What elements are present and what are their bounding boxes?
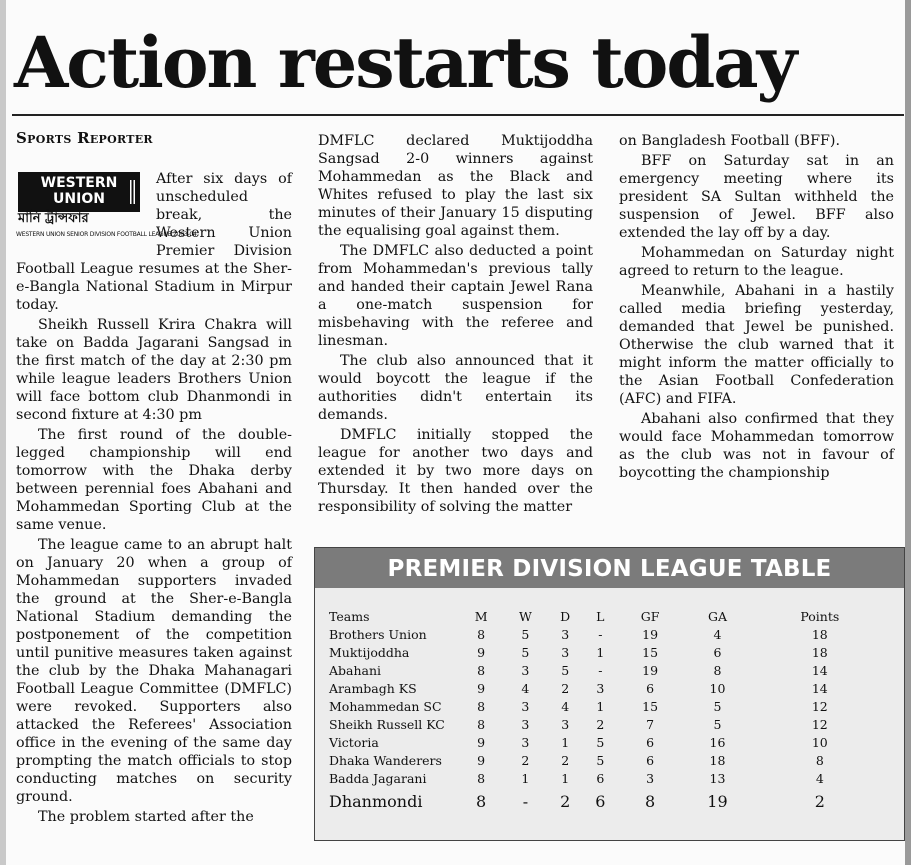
team-cell: Arambagh KS — [329, 681, 417, 696]
header-cell: GF — [640, 609, 660, 624]
header-cell: D — [560, 609, 571, 624]
logo-bangla-text: মানি ট্রান্সফার — [18, 211, 89, 226]
stat-cell: - — [598, 627, 603, 642]
stat-cell: 8 — [815, 753, 824, 768]
stat-cell: 15 — [642, 645, 659, 660]
stat-cell: 19 — [707, 792, 728, 811]
table-row — [329, 788, 887, 816]
stat-cell: 8 — [477, 699, 486, 714]
stat-cell: 3 — [521, 717, 530, 732]
stat-cell: - — [522, 792, 529, 811]
stat-cell: 18 — [709, 753, 726, 768]
article-paragraph: The DMFLC also deducted a point from Mohammedan's previous tally and handed their captain Jewel Rana a one-match suspension for misbehaving with the referee and linesman. — [318, 243, 593, 349]
stat-cell: 3 — [521, 663, 530, 678]
headline-rule — [12, 114, 904, 116]
stat-cell: 7 — [646, 717, 655, 732]
article-paragraph: The problem started after the — [38, 809, 254, 825]
stat-cell: 18 — [811, 645, 828, 660]
table-row — [329, 644, 887, 662]
stat-cell: 5 — [713, 717, 722, 732]
stat-cell: 9 — [477, 681, 486, 696]
article-paragraph: on Bangladesh Football (BFF). — [619, 133, 841, 149]
stat-cell: 14 — [811, 681, 828, 696]
stat-cell: 8 — [477, 663, 486, 678]
stat-cell: 2 — [560, 792, 571, 811]
table-row — [329, 698, 887, 716]
stat-cell: 1 — [596, 699, 605, 714]
table-row — [329, 716, 887, 734]
stat-cell: 4 — [815, 771, 824, 786]
team-cell: Sheikh Russell KC — [329, 717, 445, 732]
article-paragraph: Abahani also confirmed that they would face Mohammedan tomorrow as the club was not in favour of boycotting the championship — [619, 411, 894, 481]
stat-cell: 5 — [596, 735, 605, 750]
league-table-title: PREMIER DIVISION LEAGUE TABLE — [387, 556, 832, 582]
stat-cell: 8 — [477, 717, 486, 732]
stat-cell: 6 — [596, 771, 605, 786]
stat-cell: 3 — [596, 681, 605, 696]
stat-cell: 5 — [561, 663, 570, 678]
stat-cell: 16 — [709, 735, 726, 750]
article-paragraph: BFF on Saturday sat in an emergency meeting where its president SA Sultan withheld the suspension of Jewel. BFF also extended the lay off by a day. — [619, 153, 894, 241]
stat-cell: 8 — [645, 792, 656, 811]
logo-stripes-icon — [130, 180, 136, 204]
article-column-1 — [16, 170, 292, 828]
header-cell: Teams — [329, 609, 370, 624]
stat-cell: 19 — [642, 663, 659, 678]
table-row — [329, 662, 887, 680]
stat-cell: 13 — [709, 771, 726, 786]
article-paragraph: The first round of the double-legged championship will end tomorrow with the Dhaka derby between perennial foes Abahani and Mohammedan Sporting Club at the same venue. — [16, 427, 292, 533]
stat-cell: 6 — [646, 735, 655, 750]
logo-box — [18, 172, 140, 212]
stat-cell: 4 — [521, 681, 530, 696]
stat-cell: 6 — [713, 645, 722, 660]
stat-cell: 1 — [561, 735, 570, 750]
stat-cell: 8 — [476, 792, 487, 811]
header-cell: W — [518, 609, 532, 624]
stat-cell: 10 — [811, 735, 828, 750]
stat-cell: 6 — [646, 681, 655, 696]
stat-cell: 2 — [521, 753, 530, 768]
stat-cell: - — [598, 663, 603, 678]
stat-cell: 6 — [595, 792, 606, 811]
stat-cell: 3 — [646, 771, 655, 786]
stat-cell: 3 — [521, 699, 530, 714]
stat-cell: 3 — [561, 717, 570, 732]
league-table-header-row — [329, 608, 887, 626]
stat-cell: 3 — [561, 645, 570, 660]
header-cell: GA — [707, 609, 727, 624]
stat-cell: 6 — [646, 753, 655, 768]
league-table-box — [314, 547, 905, 841]
stat-cell: 2 — [561, 753, 570, 768]
stat-cell: 12 — [811, 699, 828, 714]
team-cell: Victoria — [329, 735, 379, 750]
stat-cell: 4 — [713, 627, 722, 642]
stat-cell: 1 — [561, 771, 570, 786]
stat-cell: 15 — [642, 699, 659, 714]
stat-cell: 3 — [521, 735, 530, 750]
stat-cell: 9 — [477, 645, 486, 660]
table-row — [329, 734, 887, 752]
team-cell: Dhaka Wanderers — [329, 753, 442, 768]
stat-cell: 5 — [596, 753, 605, 768]
stat-cell: 2 — [814, 792, 825, 811]
stat-cell: 8 — [477, 627, 486, 642]
stat-cell: 3 — [561, 627, 570, 642]
table-row — [329, 770, 887, 788]
league-table — [329, 608, 887, 816]
stat-cell: 9 — [477, 753, 486, 768]
western-union-logo — [16, 170, 197, 250]
article-paragraph: The club also announced that it would boycott the league if the authorities didn't entertain its demands. — [318, 353, 593, 423]
page-edge-left — [0, 0, 6, 865]
article-paragraph: Meanwhile, Abahani in a hastily called media briefing yesterday, demanded that Jewel be punished. Otherwise the club warned that it might inform the matter officially to the Asian Football Confederation (AFC) and FIFA. — [619, 283, 894, 407]
team-cell: Badda Jagarani — [329, 771, 427, 786]
article-paragraph: Sheikh Russell Krira Chakra will take on Badda Jagarani Sangsad in the first match of the day at 2:30 pm while league leaders Brothers Union will face bottom club Dhanmondi in second fixture at 4:30 pm — [16, 317, 292, 423]
stat-cell: 18 — [811, 627, 828, 642]
page-edge-right — [905, 0, 911, 865]
article-paragraph: DMFLC declared Muktijoddha Sangsad 2-0 winners against Mohammedan as the Black and Whites refused to play the last six minutes of their January 15 disputing the equalising goal against them. — [318, 133, 593, 239]
byline: Sports Reporter — [16, 129, 153, 147]
stat-cell: 8 — [713, 663, 722, 678]
team-cell: Dhanmondi — [329, 792, 423, 811]
team-cell: Muktijoddha — [329, 645, 410, 660]
stat-cell: 9 — [477, 735, 486, 750]
header-cell: L — [596, 609, 605, 624]
headline: Action restarts today — [14, 21, 796, 104]
team-cell: Mohammedan SC — [329, 699, 442, 714]
stat-cell: 12 — [811, 717, 828, 732]
stat-cell: 1 — [521, 771, 530, 786]
stat-cell: 1 — [596, 645, 605, 660]
stat-cell: 5 — [713, 699, 722, 714]
stat-cell: 14 — [811, 663, 828, 678]
table-row — [329, 752, 887, 770]
stat-cell: 19 — [642, 627, 659, 642]
stat-cell: 5 — [521, 627, 530, 642]
article-paragraph: The league came to an abrupt halt on January 20 when a group of Mohammedan supporters invaded the ground at the Sher-e-Bangla National Stadium demanding the postponement of the competition until punitive measures taken against the club by the Dhaka Mahanagari Football League Committee (DMFLC) were revoked. Supporters also attacked the Referees' Association office in the evening of the same day prompting the match officials to stop conducting matches on security ground. — [16, 537, 292, 805]
stat-cell: 2 — [561, 681, 570, 696]
stat-cell: 2 — [596, 717, 605, 732]
stat-cell: 8 — [477, 771, 486, 786]
logo-subtitle: WESTERN UNION SENIOR DIVISION FOOTBALL LEAGUE 2003-04 — [16, 231, 197, 238]
article-column-2 — [318, 132, 593, 518]
article-paragraph: DMFLC initially stopped the league for another two days and extended it by two more days on Thursday. It then handed over the responsibility of solving the matter — [318, 427, 593, 515]
team-cell: Brothers Union — [329, 627, 427, 642]
article-paragraph: After six days of unscheduled break, the Western Union Premier Division Football League resumes at the Sher-e-Bangla National Stadium in Mirpur today. — [16, 171, 292, 313]
logo-name: WESTERN UNION — [40, 175, 118, 207]
header-cell: M — [474, 609, 488, 624]
article-column-3 — [619, 132, 894, 484]
stat-cell: 5 — [521, 645, 530, 660]
table-row — [329, 680, 887, 698]
table-row — [329, 626, 887, 644]
team-cell: Abahani — [329, 663, 382, 678]
stat-cell: 4 — [561, 699, 570, 714]
article-paragraph: Mohammedan on Saturday night agreed to return to the league. — [619, 245, 894, 279]
stat-cell: 10 — [709, 681, 726, 696]
header-cell: Points — [800, 609, 840, 624]
